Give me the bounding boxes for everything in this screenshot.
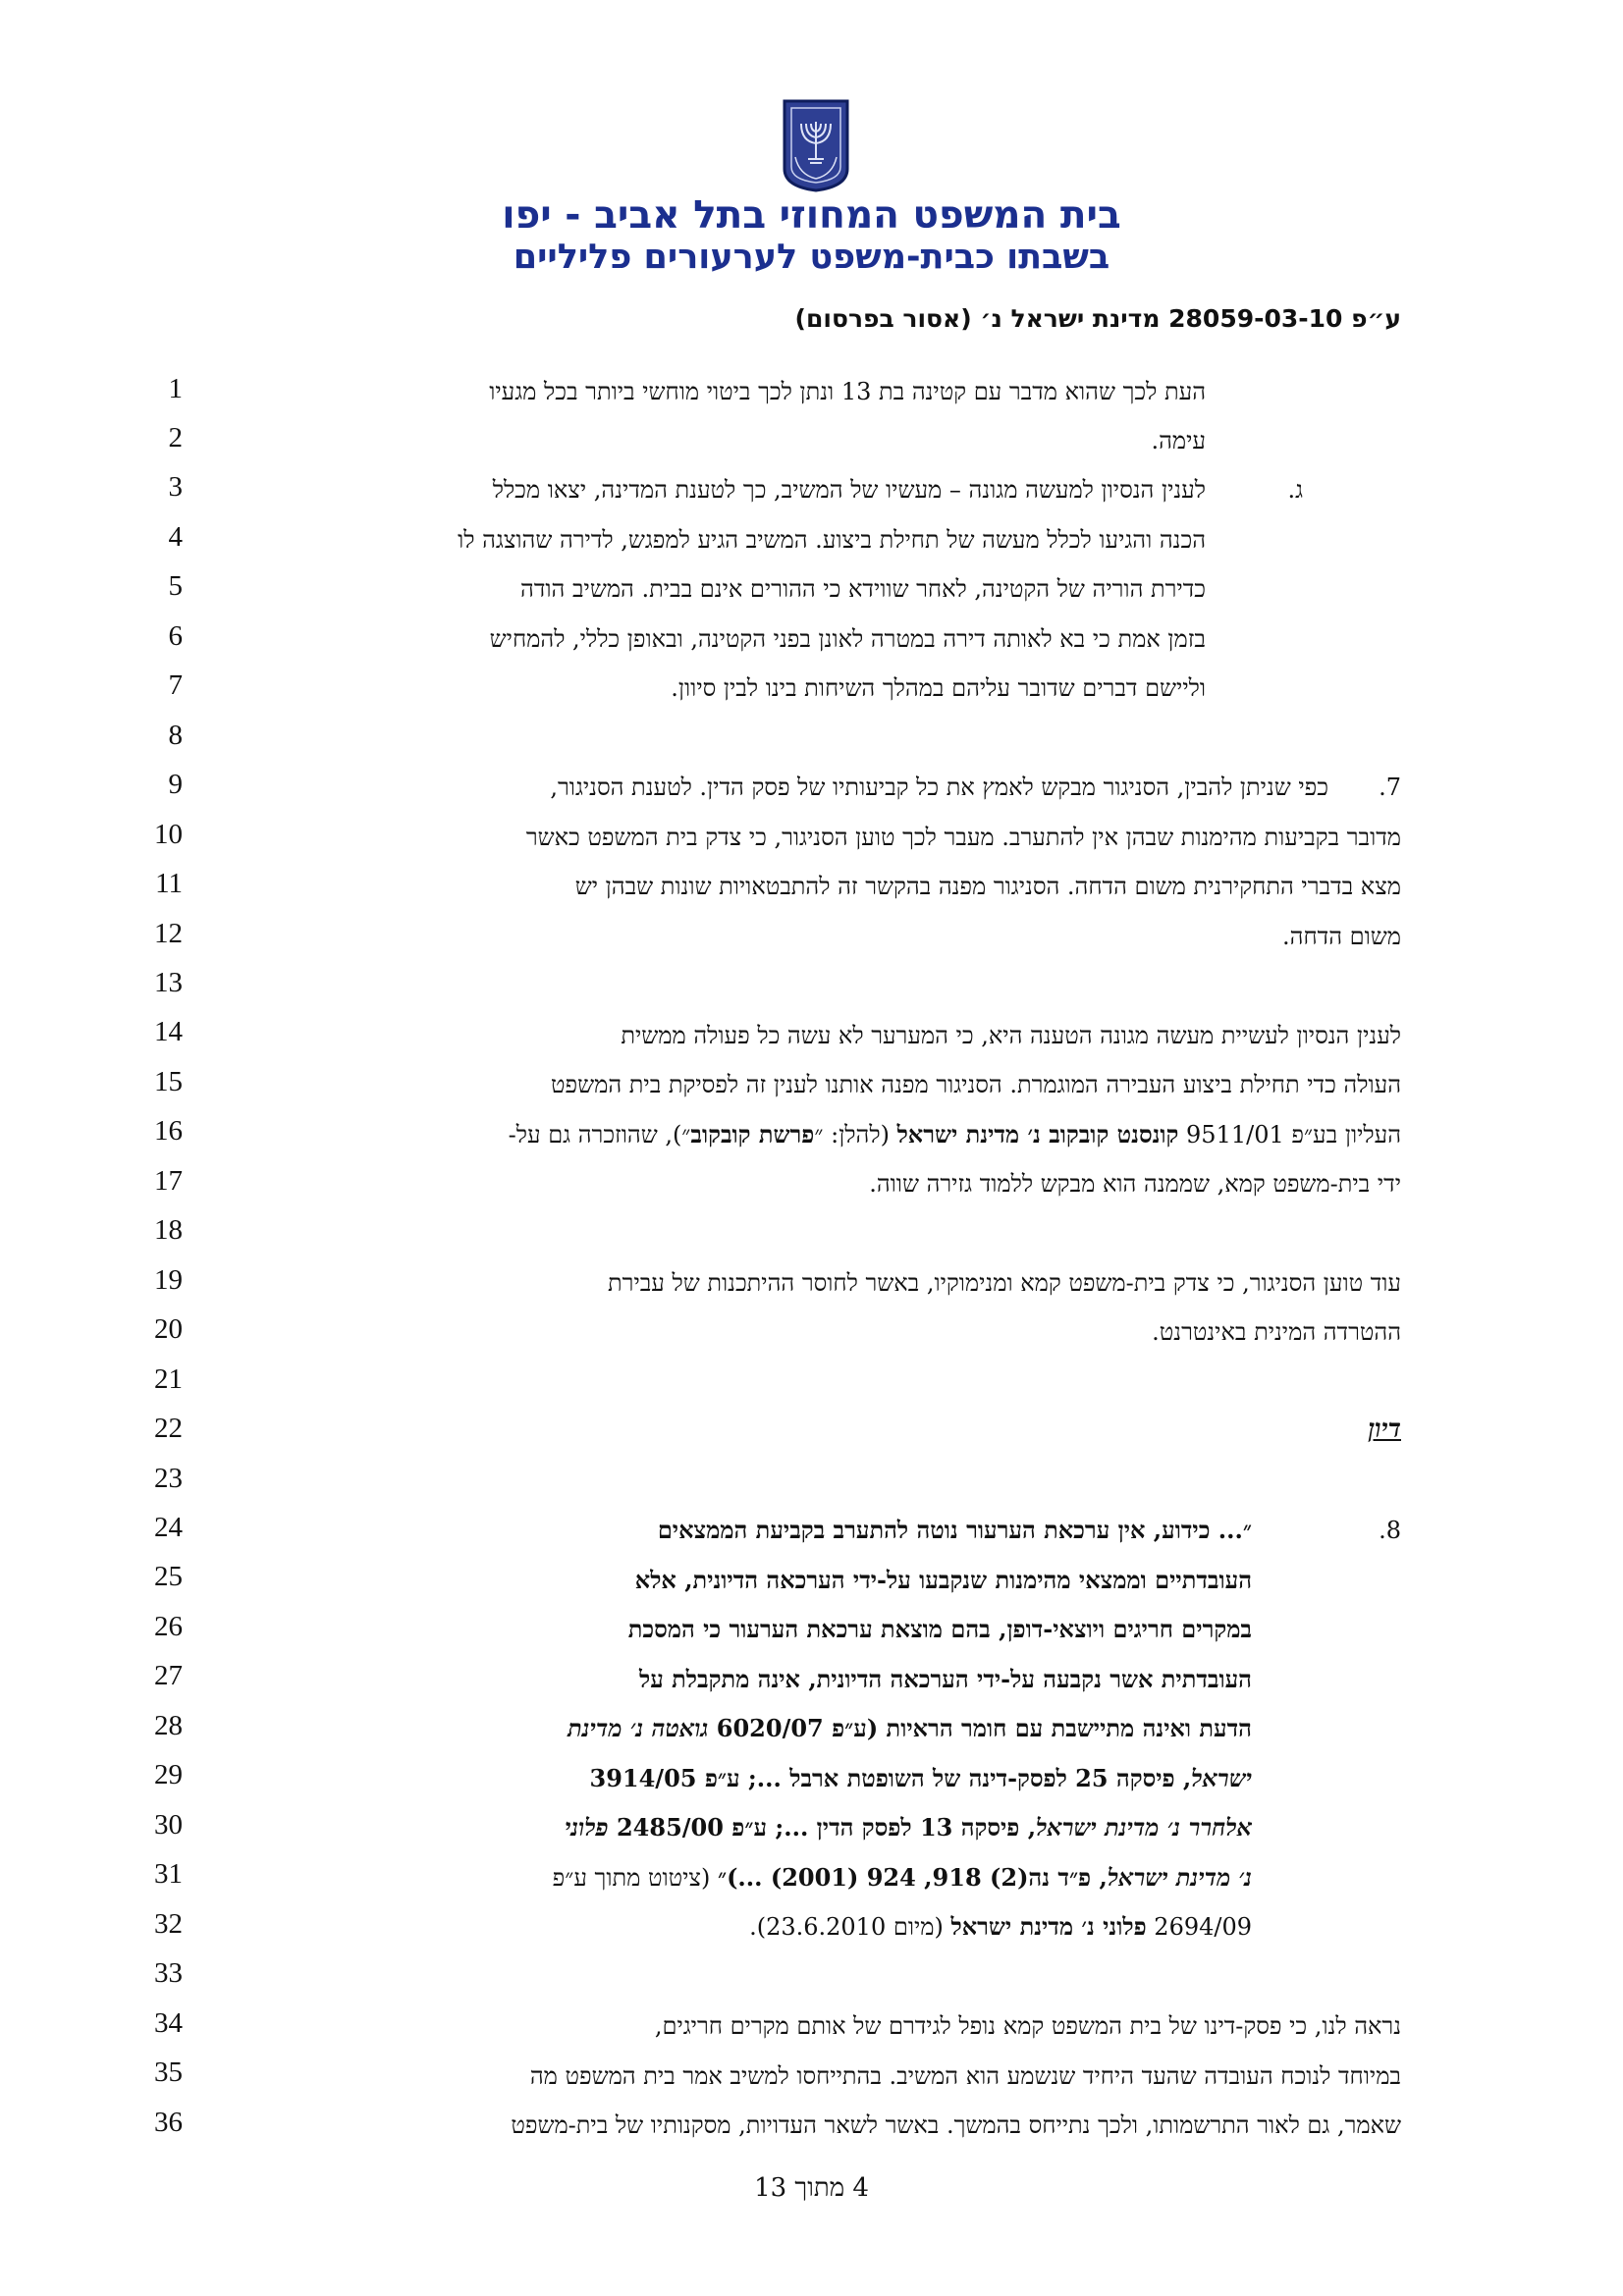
line-number: 17 (154, 1165, 183, 1197)
text-line: במיוחד לנוכח העובדה שהעד היחיד שנשמע הוא המשיב. בהתייחסו למשיב אמר בית המשפט מה (529, 2062, 1401, 2090)
line-number: 13 (154, 967, 183, 998)
quote-line (749, 1912, 1252, 1942)
line-number: 21 (154, 1363, 183, 1395)
text-line: כפי שניתן להבין, הסניגור מבקש לאמץ את כל קביעותיו של פסק הדין. לטענת הסניגור, (550, 774, 1328, 801)
quote-line (565, 1813, 1252, 1842)
text-line: לענין הנסיון למעשה מגונה – מעשיו של המשיב, כך לטענת המדינה, יצאו מכלל (492, 476, 1206, 504)
line-number: 36 (154, 2107, 183, 2138)
text-line: מדובר בקביעות מהימנות שבהן אין להתערב. מעבר לכך טוען הסניגור, כי צדק בית המשפט כאשר (525, 824, 1401, 851)
paragraph-number: 7. (1379, 774, 1401, 801)
text-line: משום הדחה. (1282, 923, 1401, 950)
line-number: 25 (154, 1561, 183, 1592)
line-number: 6 (168, 620, 183, 652)
text-line: עוד טוען הסניגור, כי צדק בית-משפט קמא ומנימוקיו, באשר לחוסר ההיתכנות של עבירת (608, 1269, 1401, 1297)
text-line: לענין הנסיון לעשיית מעשה מגונה הטענה היא, כי המערער לא עשה כל פעולה ממשית (621, 1022, 1401, 1049)
line-number: 32 (154, 1908, 183, 1940)
text-line: העולה כדי תחילת ביצוע העבירה המוגמרת. הסניגור מפנה אותנו לענין זה לפסיקת בית המשפט (551, 1071, 1401, 1098)
text-line: כדירת הוריה של הקטינה, לאחר שווידא כי ההורים אינם בבית. המשיב הודה (520, 575, 1206, 603)
line-number: 9 (168, 769, 183, 800)
text-line: וליישם דברים שדובר עליהם במהלך השיחות בינו לבין סיוון. (671, 674, 1206, 702)
line-number: 30 (154, 1809, 183, 1841)
text-run: , פיסקה 25 לפסק-דינה של השופטת ארבל ...; ע״פ 3914/05 (589, 1764, 1192, 1792)
line-number: 18 (154, 1214, 183, 1246)
line-number: 8 (168, 720, 183, 751)
line-number: 29 (154, 1759, 183, 1790)
text-run: , פיסקה 13 לפסק הדין ...; ע״פ 2485/00 (608, 1813, 1037, 1842)
court-subtitle: בשבתו כבית-משפט לערעורים פליליים (513, 238, 1110, 277)
court-name: בית המשפט המחוזי בתל אביב - יפו (502, 193, 1121, 238)
line-number: 31 (154, 1858, 183, 1890)
section-heading: דיון (1368, 1415, 1401, 1444)
line-number: 23 (154, 1463, 183, 1494)
text-run: 2694/09 (1146, 1913, 1252, 1941)
page-footer: 4 מתוך 13 (754, 2173, 869, 2203)
text-run: (מיום 23.6.2010). (749, 1913, 951, 1941)
line-number: 3 (168, 471, 183, 503)
line-number: 34 (154, 2007, 183, 2039)
text-line: העת לכך שהוא מדבר עם קטינה בת 13 ונתן לכך ביטוי מוחשי ביותר בכל מגעיו (489, 378, 1206, 405)
text-line: ידי בית-משפט קמא, שממנה הוא מבקש ללמוד גזירה שווה. (869, 1170, 1401, 1198)
text-run: (ציטוט מתוך ע״פ (552, 1864, 718, 1892)
line-number: 27 (154, 1660, 183, 1691)
line-number: 7 (168, 669, 183, 701)
quote-line (590, 1764, 1253, 1793)
line-number: 35 (154, 2056, 183, 2088)
case-citation: גואטה נ׳ מדינת (568, 1714, 709, 1742)
line-number: 28 (154, 1710, 183, 1741)
text-line (509, 1120, 1401, 1149)
text-line: בזמן אמת כי בא לאותה דירה במטרה לאונן בפני הקטינה, ובאופן כללי, להמחיש (489, 625, 1206, 653)
case-citation: פלוני נ׳ מדינת ישראל (950, 1912, 1147, 1941)
quote-line (568, 1714, 1252, 1743)
line-number: 2 (168, 422, 183, 454)
text-line: הכנה והגיעו לכלל מעשה של תחילת ביצוע. המשיב הגיע למפגש, לדירה שהוצגה לו (458, 526, 1206, 554)
case-citation: נ׳ מדינת ישראל (1107, 1863, 1252, 1892)
line-number: 26 (154, 1611, 183, 1642)
line-number: 14 (154, 1016, 183, 1047)
line-number: 10 (154, 819, 183, 850)
case-number-line: ע״פ 28059-03-10 מדינת ישראל נ׳ (אסור בפרסום) (794, 304, 1401, 333)
line-number: 11 (155, 868, 183, 899)
case-citation: פלוני (565, 1813, 609, 1842)
line-number: 20 (154, 1313, 183, 1345)
text-run: (להלן: ״ (814, 1121, 897, 1148)
case-citation: ישראל (1191, 1764, 1252, 1792)
line-number: 15 (154, 1066, 183, 1097)
line-number: 33 (154, 1957, 183, 1989)
line-number: 16 (154, 1115, 183, 1147)
quote-line: במקרים חריגים ויוצאי-דופן, בהם מוצאת ערכאת הערעור כי המסכת (627, 1615, 1252, 1643)
quote-line: ״... כידוע, אין ערכאת הערעור נוטה להתערב בקביעת הממצאים (657, 1516, 1252, 1544)
line-number: 1 (168, 373, 183, 404)
quote-line: העובדתית אשר נקבעה על-ידי הערכאה הדיונית, אינה מתקבלת על (639, 1665, 1252, 1693)
case-citation: פרשת קובקוב (690, 1120, 815, 1148)
line-number: 24 (154, 1512, 183, 1543)
quote-line: העובדתיים וממצאי מהימנות שנקבעו על-ידי הערכאה הדיונית, אלא (634, 1566, 1252, 1594)
line-number: 12 (154, 918, 183, 949)
line-number: 5 (168, 570, 183, 602)
text-line: מצא בדברי התחקירנית משום הדחה. הסניגור מפנה בהקשר זה להתבטאויות שונות שבהן יש (574, 873, 1401, 900)
text-run: הדעת ואינה מתיישבת עם חומר הראיות (ע״פ 6020/07 (708, 1714, 1252, 1742)
case-citation: קונסנט קובקוב נ׳ מדינת ישראל (896, 1120, 1179, 1148)
quote-line (553, 1863, 1252, 1893)
text-line: ההטרדה המינית באינטרנט. (1152, 1318, 1401, 1346)
state-emblem-icon (782, 98, 850, 192)
case-citation: אלחרר נ׳ מדינת ישראל (1036, 1813, 1252, 1842)
line-number: 22 (154, 1413, 183, 1444)
line-number: 4 (168, 521, 183, 553)
paragraph-number: 8. (1379, 1517, 1401, 1544)
text-line: עימה. (1151, 427, 1206, 454)
line-number: 19 (154, 1264, 183, 1296)
paragraph-number: ג. (1287, 476, 1303, 504)
text-run: , פ״ד נה(2) 918, 924 (2001) ...)״ (717, 1863, 1108, 1892)
text-line: שאמר, גם לאור התרשמותו, ולכך נתייחס בהמשך. באשר לשאר העדויות, מסקנותיו של בית-משפט (511, 2111, 1401, 2139)
text-run: ״), שהוזכרה גם על- (508, 1121, 691, 1148)
text-run: העליון בע״פ 9511/01 (1178, 1121, 1401, 1148)
text-line: נראה לנו, כי פסק-דינו של בית המשפט קמא נופל לגידרם של אותם מקרים חריגים, (654, 2012, 1401, 2040)
